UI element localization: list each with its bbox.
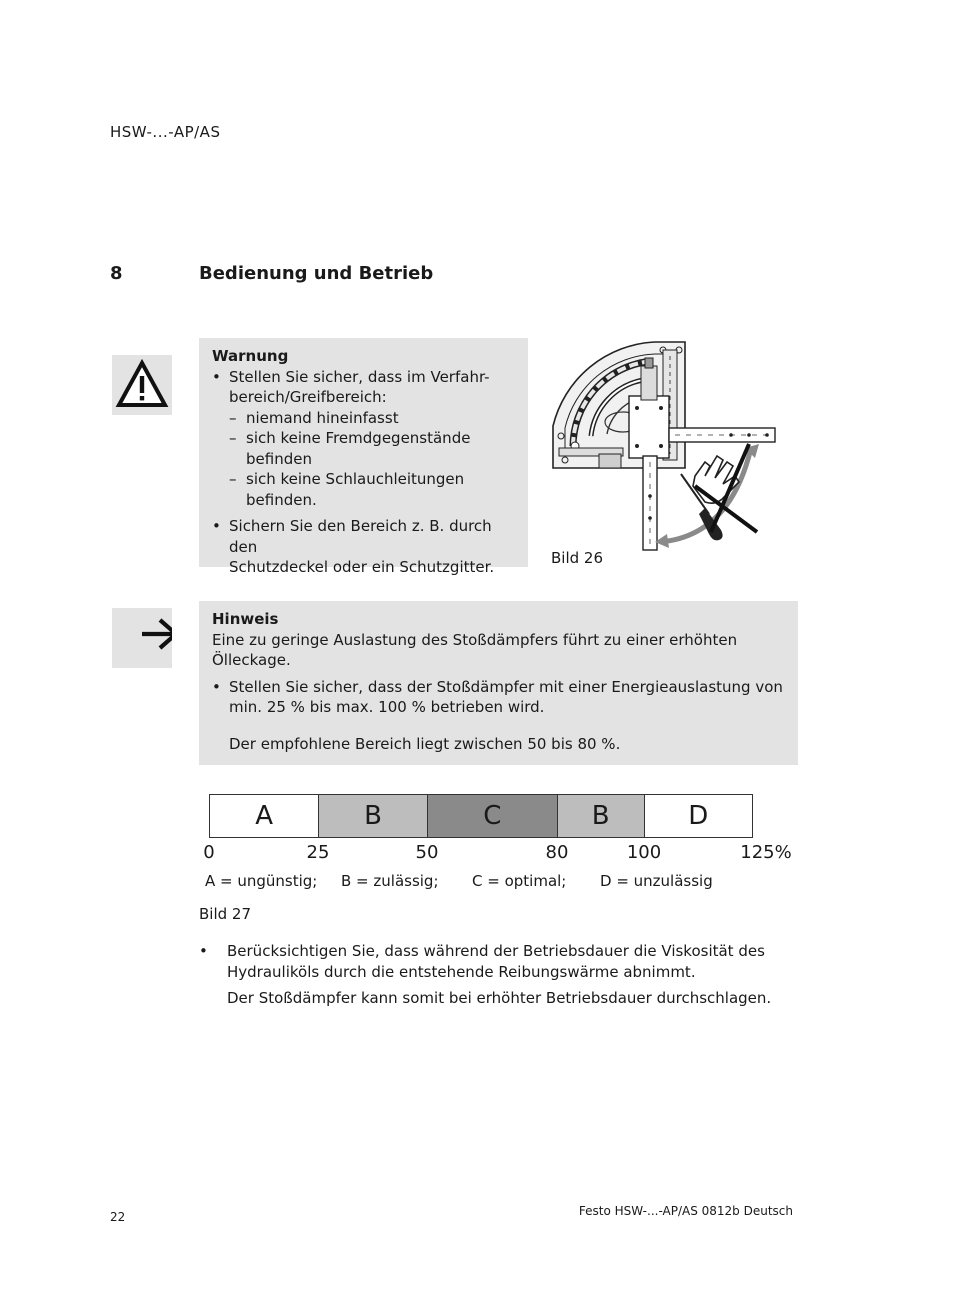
note-recommendation: Der empfohlene Bereich liegt zwischen 50 bis 80 %. <box>229 734 621 753</box>
utilization-range-bar <box>209 794 753 838</box>
footer-doc-info: Festo HSW-...-AP/AS 0812b Deutsch <box>578 1204 793 1218</box>
legend-b: B = zulässig; <box>341 872 439 890</box>
range-segment-c: C <box>427 795 557 837</box>
warning-sub-3-line-2: befinden. <box>246 490 317 509</box>
warning-bullet-1-line-2: bereich/Greifbereich: <box>229 388 387 406</box>
warning-title: Warnung <box>212 347 289 365</box>
warning-bullet-2 <box>212 516 515 578</box>
gripper-illustration <box>545 336 780 554</box>
note-text-line-2: Ölleckage. <box>212 651 291 669</box>
warning-sub-3 <box>212 469 515 510</box>
note-bullet-line-2: min. 25 % bis max. 100 % betrieben wird. <box>229 698 545 716</box>
range-segment-d: D <box>644 795 752 837</box>
tick-label-125: 125% <box>740 842 792 863</box>
viscosity-bullet-text <box>199 941 799 982</box>
warning-sub-2-line-2: befinden <box>246 449 312 468</box>
viscosity-bullet <box>199 941 799 1009</box>
warning-sub-3-line-1: – sich keine Schlauchleitungen <box>246 470 465 488</box>
warning-sub-2 <box>212 428 515 469</box>
warning-bullet-2-line-2: Schutzdeckel oder ein Schutzgitter. <box>229 558 495 576</box>
figure-27-caption: Bild 27 <box>199 905 252 923</box>
page-number: 22 <box>110 1210 126 1224</box>
legend-d: D = unzulässig <box>600 872 713 890</box>
note-bullet <box>212 677 785 718</box>
range-segment-b-high: B <box>557 795 644 837</box>
note-bullet-line-1: • Stellen Sie sicher, dass der Stoßdämpfer mit einer Energieauslastung von <box>229 677 783 696</box>
viscosity-line-2: Hydrauliköls durch die entstehende Reibungswärme abnimmt. <box>227 962 696 981</box>
range-segment-a: A <box>210 795 318 837</box>
section-number: 8 <box>110 263 123 284</box>
warning-bullet-1-line-1: • Stellen Sie sicher, dass im Verfahr- <box>229 367 490 386</box>
viscosity-consequence: Der Stoßdämpfer kann somit bei erhöhter Betriebsdauer durchschlagen. <box>227 989 772 1007</box>
tick-label-100: 100 <box>626 842 662 863</box>
tick-label-25: 25 <box>306 842 330 863</box>
note-text-line-1: Eine zu geringe Auslastung des Stoßdämpfers führt zu einer erhöhten <box>212 630 738 649</box>
tick-label-80: 80 <box>545 842 569 863</box>
warning-sub-1: – niemand hineinfasst <box>212 408 515 429</box>
note-box <box>199 601 798 765</box>
legend-a: A = ungünstig; <box>205 872 318 890</box>
header-product-code: HSW-...-AP/AS <box>110 123 221 141</box>
tick-label-50: 50 <box>415 842 439 863</box>
warning-box <box>199 338 528 576</box>
figure-26-caption: Bild 26 <box>551 549 604 567</box>
tick-label-0: 0 <box>203 842 215 863</box>
note-title: Hinweis <box>212 610 279 628</box>
legend-c: C = optimal; <box>472 872 567 890</box>
range-segment-b-low: B <box>318 795 426 837</box>
warning-sub-2-line-1: – sich keine Fremdgegenstände <box>246 429 471 447</box>
warning-icon <box>112 355 172 415</box>
arrow-right-icon <box>112 608 172 668</box>
warning-bullet-2-line-1: • Sichern Sie den Bereich z. B. durch den <box>229 517 492 556</box>
warning-bullet-1 <box>212 367 515 408</box>
viscosity-line-1: • Berücksichtigen Sie, dass während der Betriebsdauer die Viskosität des <box>227 942 765 960</box>
section-title: Bedienung und Betrieb <box>199 263 434 284</box>
